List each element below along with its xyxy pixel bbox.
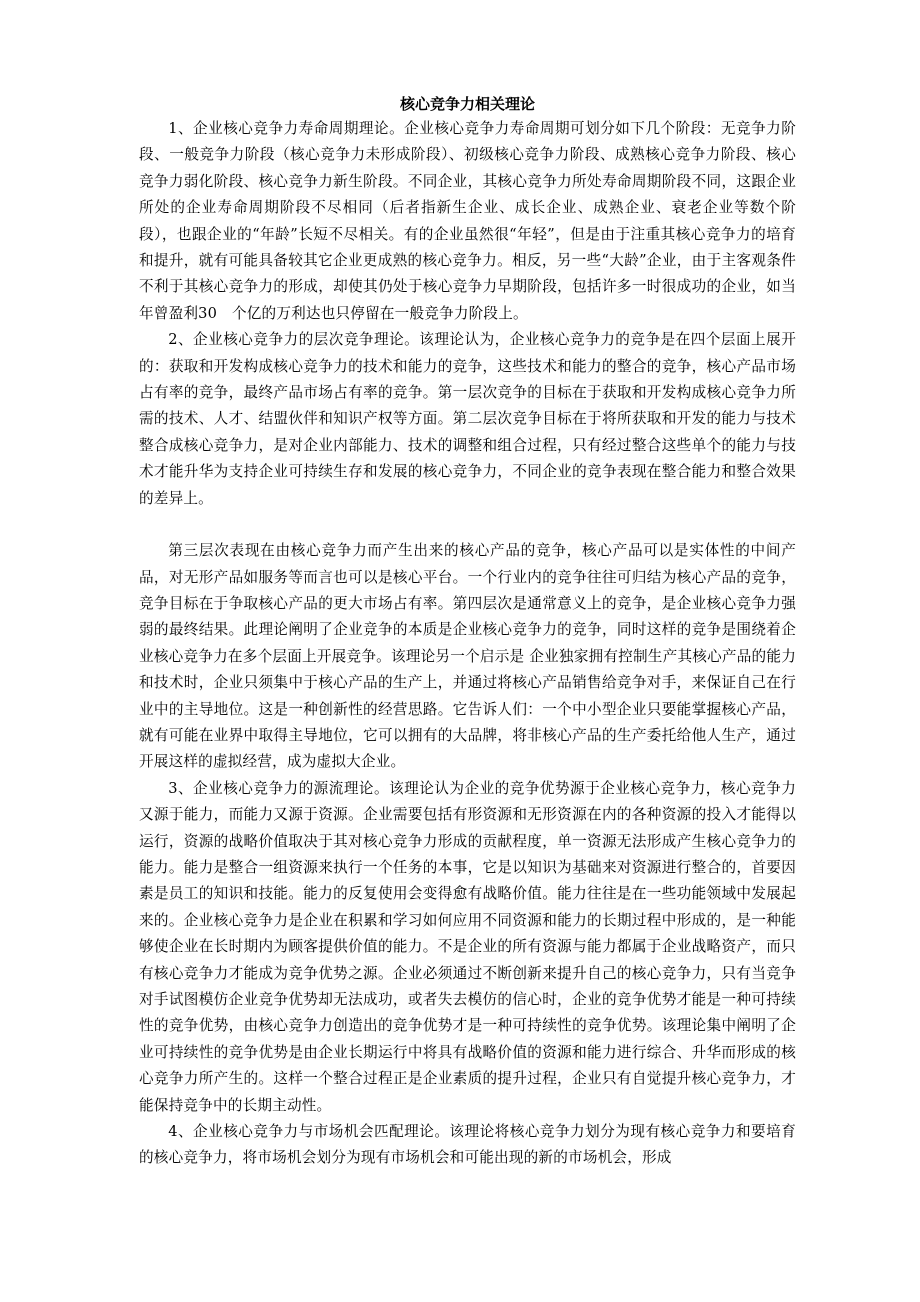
- paragraph-source-theory: 3、企业核心竞争力的源流理论。该理论认为企业的竞争优势源于企业核心竞争力，核心竞争力又源于能力，而能力又源于资源。企业需要包括有形资源和无形资源在内的各种资源的投入才能得以运行，资源的战略价值取决于其对核心竞争力形成的贡献程度，单一资源无法形成产生核心竞争力的能力。能力是整合一组资源来执行一个任务的本事，它是以知识为基础来对资源进行整合的，首要因素是员工的知识和技能。能力的反复使用会变得愈有战略价值。能力往往是在一些功能领域中发展起来的。企业核心竞争力是企业在积累和学习如何应用不同资源和能力的长期过程中形成的，是一种能够使企业在长时期内为顾客提供价值的能力。不是企业的所有资源与能力都属于企业战略资产，而只有核心竞争力才能成为竞争优势之源。企业必须通过不断创新来提升自己的核心竞争力，只有当竞争对手试图模仿企业竞争优势却无法成功，或者失去模仿的信心时，企业的竞争优势才能是一种可持续性的竞争优势，由核心竞争力创造出的竞争优势才是一种可持续性的竞争优势。该理论集中阐明了企业可持续性的竞争优势是由企业长期运行中将具有战略价值的资源和能力进行综合、升华而形成的核心竞争力所产生的。这样一个整合过程正是企业素质的提升过程，企业只有自觉提升核心竞争力，才能保持竞争中的长期主动性。: [139, 779, 796, 1114]
- paragraph-gap: [139, 512, 796, 538]
- document-title: 核心竞争力相关理论: [399, 95, 535, 113]
- paragraph-level-competition-theory: 2、企业核心竞争力的层次竞争理论。该理论认为，企业核心竞争力的竞争是在四个层面上展开的：获取和开发构成核心竞争力的技术和能力的竞争，这些技术和能力的整合的竞争，核心产品市场占有率的竞争，最终产品市场占有率的竞争。第一层次竞争的目标在于获取和开发构成核心竞争力所需的技术、人才、结盟伙伴和知识产权等方面。第二层次竞争目标在于将所获取和开发的能力与技术整合成核心竞争力，是对企业内部能力、技术的调整和组合过程，只有经过整合这些单个的能力与技术才能升华为支持企业可持续生存和发展的核心竞争力，不同企业的竞争表现在整合能力和整合效果的差异上。: [139, 331, 796, 507]
- document-page: [139, 94, 796, 1172]
- paragraph-third-level: 第三层次表现在由核心竞争力而产生出来的核心产品的竞争，核心产品可以是实体性的中间产品，对无形产品如服务等而言也可以是核心平台。一个行业内的竞争往往可归结为核心产品的竞争，竞争目标在于争取核心产品的更大市场占有率。第四层次是通常意义上的竞争，是企业核心竞争力强弱的最终结果。此理论阐明了企业竞争的本质是企业核心竞争力的竞争，同时这样的竞争是围绕着企业核心竞争力在多个层面上开展竞争。该理论另一个启示是 企业独家拥有控制生产其核心产品的能力和技术时，企业只须集中于核心产品的生产上，并通过将核心产品销售给竞争对手，来保证自己在行业中的主导地位。这是一种创新性的经营思路。它告诉人们：一个中小型企业只要能掌握核心产品，就有可能在业界中取得主导地位，它可以拥有的大品牌，将非核心产品的生产委托给他人生产，通过开展这样的虚拟经营，成为虚拟大企业。: [139, 542, 796, 771]
- paragraph-market-match-theory: 4、企业核心竞争力与市场机会匹配理论。该理论将核心竞争力划分为现有核心竞争力和要培育的核心竞争力，将市场机会划分为现有市场机会和可能出现的新的市场机会，形成: [139, 1123, 796, 1167]
- paragraph-lifecycle-theory: 1、企业核心竞争力寿命周期理论。企业核心竞争力寿命周期可划分如下几个阶段：无竞争力阶段、一般竞争力阶段（核心竞争力未形成阶段）、初级核心竞争力阶段、成熟核心竞争力阶段、核心竞争力弱化阶段、核心竞争力新生阶段。不同企业，其核心竞争力所处寿命周期阶段不同，这跟企业所处的企业寿命周期阶段不尽相同（后者指新生企业、成长企业、成熟企业、衰老企业等数个阶段），也跟企业的“年龄”长短不尽相关。有的企业虽然很“年轻”，但是由于注重其核心竞争力的培育和提升，就有可能具备较其它企业更成熟的核心竞争力。相反，另一些“大龄”企业，由于主客观条件不利于其核心竞争力的形成，却使其仍处于核心竞争力早期阶段，包括许多一时很成功的企业，如当年曾盈利30 个亿的万利达也只停留在一般竞争力阶段上。: [139, 120, 796, 322]
